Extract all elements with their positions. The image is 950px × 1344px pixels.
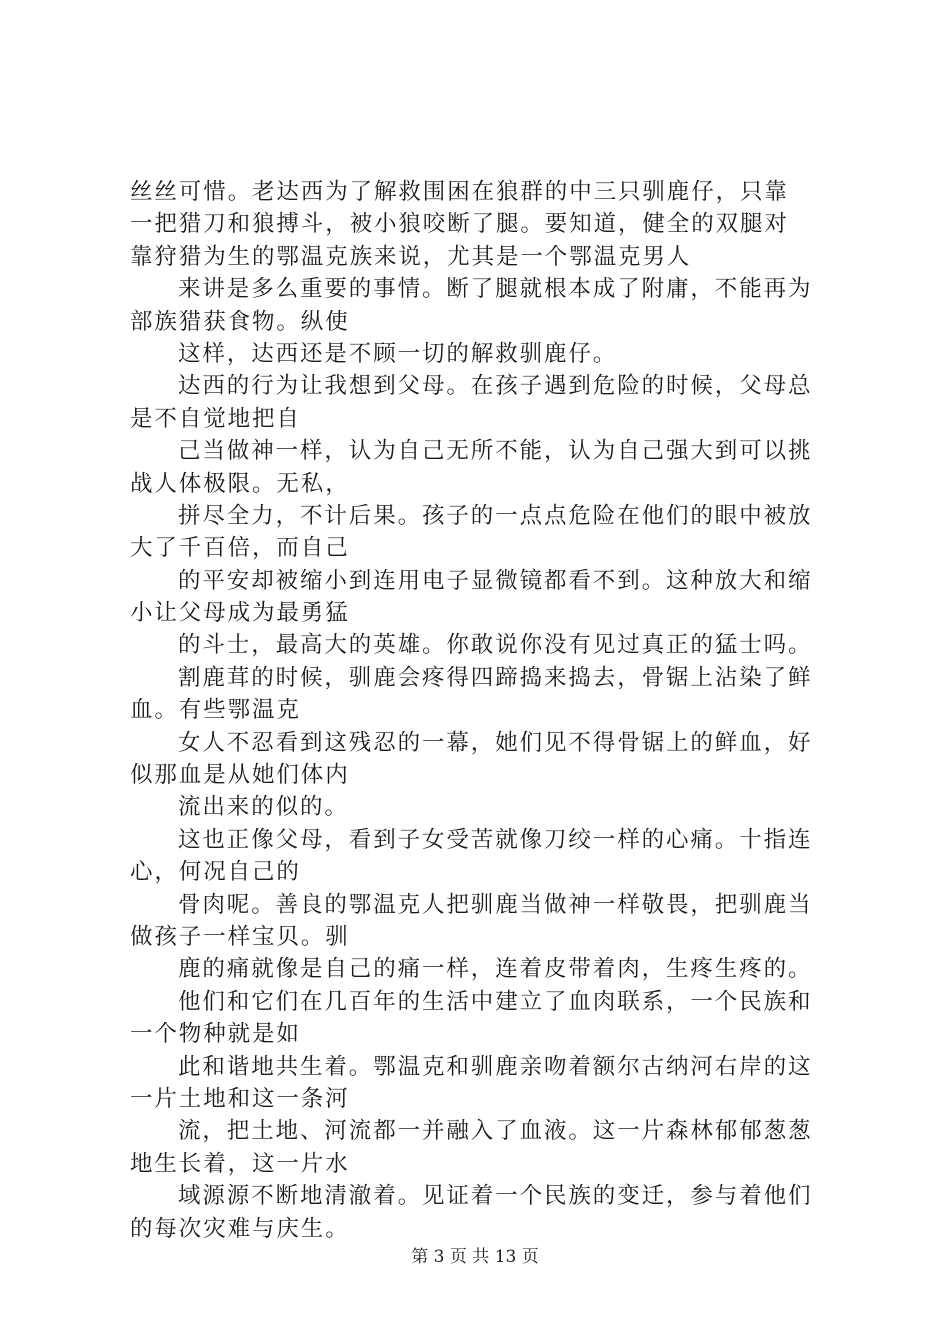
text-line: 是不自觉地把自 — [130, 405, 301, 432]
text-line: 部族猎获食物。纵使 — [130, 308, 350, 335]
text-line: 心，何况自己的 — [130, 859, 301, 886]
text-line: 骨肉呢。善良的鄂温克人把驯鹿当做神一样敬畏，把驯鹿当 — [178, 891, 813, 918]
text-line: 丝丝可惜。老达西为了解救围困在狼群的中三只驯鹿仔，只靠 — [130, 179, 789, 205]
text-line: 地生长着，这一片水 — [130, 1150, 350, 1177]
text-line: 达西的行为让我想到父母。在孩子遇到危险的时候，父母总 — [178, 373, 813, 400]
text-line: 战人体极限。无私， — [130, 470, 350, 497]
text-line: 一个物种就是如 — [130, 1021, 301, 1048]
body-text — [130, 176, 830, 1245]
text-line: 大了千百倍，而自己 — [130, 535, 350, 562]
text-line: 靠狩猎为生的鄂温克族来说，尤其是一个鄂温克男人 — [130, 243, 692, 270]
text-line: 来讲是多么重要的事情。断了腿就根本成了附庸，不能再为 — [178, 276, 813, 303]
text-line: 一把猎刀和狼搏斗，被小狼咬断了腿。要知道，健全的双腿对 — [130, 211, 789, 238]
text-line: 流出来的似的。 — [178, 794, 349, 821]
text-line: 此和谐地共生着。鄂温克和驯鹿亲吻着额尔古纳河右岸的这 — [178, 1053, 813, 1080]
text-line: 血。有些鄂温克 — [130, 697, 301, 724]
text-line: 割鹿茸的时候，驯鹿会疼得四蹄捣来捣去，骨锯上沾染了鲜 — [178, 664, 813, 691]
text-line: 这也正像父母，看到子女受苦就像刀绞一样的心痛。十指连 — [178, 826, 813, 853]
text-line: 拼尽全力，不计后果。孩子的一点点危险在他们的眼中被放 — [178, 502, 813, 529]
text-line: 的斗士，最高大的英雄。你敢说你没有见过真正的猛士吗。 — [178, 632, 813, 659]
text-line: 这样，达西还是不顾一切的解救驯鹿仔。 — [178, 340, 618, 367]
text-line: 流，把土地、河流都一并融入了血液。这一片森林郁郁葱葱 — [178, 1118, 813, 1145]
text-line: 的每次灾难与庆生。 — [130, 1215, 350, 1242]
text-line: 做孩子一样宝贝。驯 — [130, 923, 350, 950]
page-footer: 第 3 页 共 13 页 — [411, 1247, 539, 1267]
text-line: 一片土地和这一条河 — [130, 1085, 350, 1112]
text-line: 鹿的痛就像是自己的痛一样，连着皮带着肉，生疼生疼的。 — [178, 956, 813, 983]
text-line: 域源源不断地清澈着。见证着一个民族的变迁，参与着他们 — [178, 1183, 813, 1210]
text-line: 似那血是从她们体内 — [130, 762, 350, 789]
text-line: 小让父母成为最勇猛 — [130, 600, 350, 627]
text-line: 他们和它们在几百年的生活中建立了血肉联系，一个民族和 — [178, 988, 813, 1015]
text-line: 女人不忍看到这残忍的一幕，她们见不得骨锯上的鲜血，好 — [178, 729, 813, 756]
text-line: 的平安却被缩小到连用电子显微镜都看不到。这种放大和缩 — [178, 567, 813, 594]
text-line: 己当做神一样，认为自己无所不能，认为自己强大到可以挑 — [178, 438, 813, 465]
